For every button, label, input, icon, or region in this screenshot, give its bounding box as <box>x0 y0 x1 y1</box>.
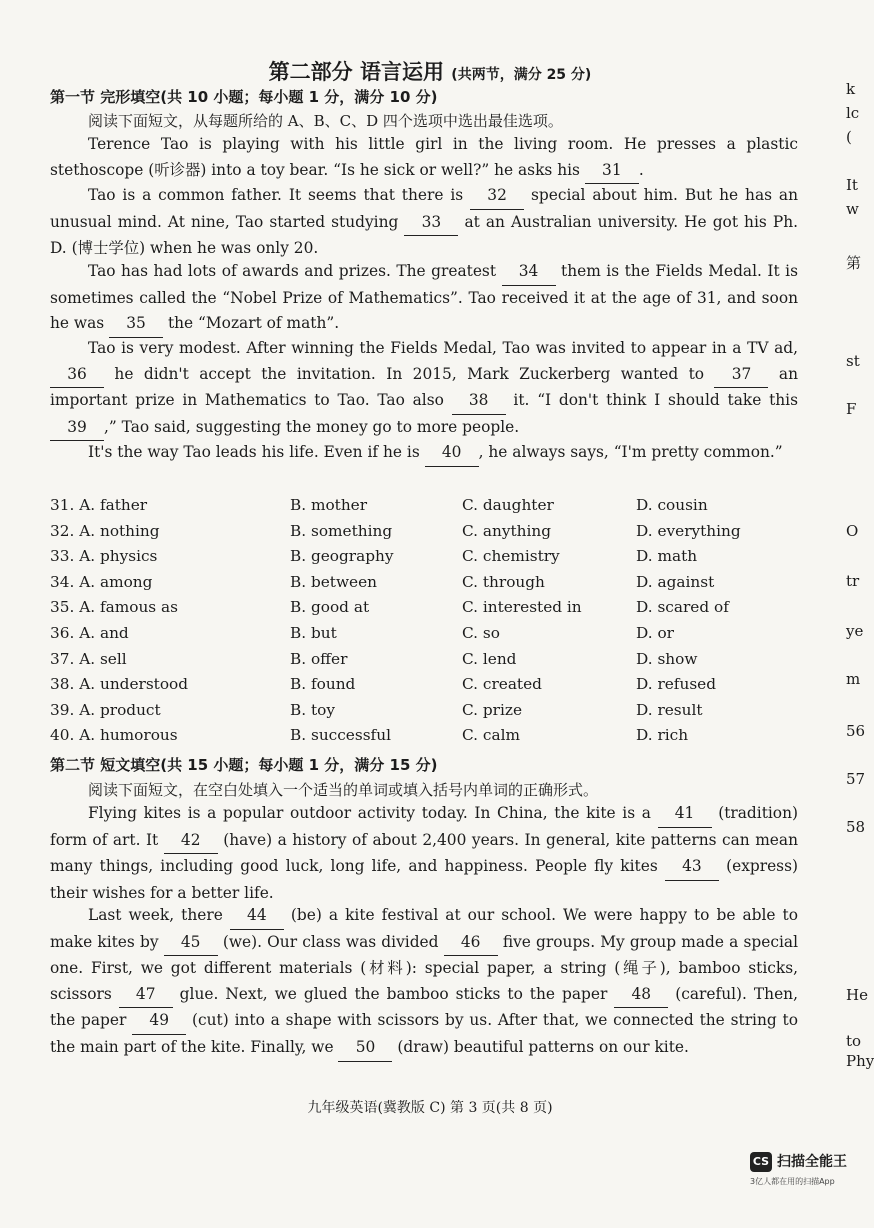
option-choice[interactable]: D. show <box>636 649 698 668</box>
edge-text-fragment: w <box>846 200 859 218</box>
edge-text-fragment: 57 <box>846 770 866 788</box>
option-choice[interactable]: C. through <box>462 572 545 591</box>
edge-text-fragment: tr <box>846 572 860 590</box>
edge-text-fragment: to <box>846 1032 862 1050</box>
fill-paragraph: Flying kites is a popular outdoor activity today. In China, the kite is a 41 (tradition) form of art. It 42 (have) a history of about 2,400 years. In general, kite patterns can mean many things, including good luck, long life, and happiness. People fly kites 43 (express) their wishes for a better life. <box>50 801 798 906</box>
option-choice[interactable]: B. good at <box>290 598 370 617</box>
blank-48[interactable]: 48 <box>614 982 668 1009</box>
edge-text-fragment: lc <box>846 104 860 122</box>
cloze-paragraph: Tao is a common father. It seems that there is 32 special about him. But he has an unusual mind. At nine, Tao started studying 33 at an Australian university. He got his Ph. D. (博士学位) when he was only 20. <box>50 183 798 262</box>
blank-47[interactable]: 47 <box>119 982 173 1009</box>
option-row <box>50 493 810 519</box>
blank-39[interactable]: 39 <box>50 415 104 442</box>
option-choice[interactable]: B. mother <box>290 496 368 514</box>
edge-text-fragment: 58 <box>846 818 866 836</box>
edge-text-fragment: Phy <box>846 1052 874 1070</box>
cloze-paragraph: It's the way Tao leads his life. Even if he is 40 , he always says, “I'm pretty common.” <box>50 440 798 467</box>
option-choice[interactable]: B. geography <box>290 547 394 566</box>
edge-text-fragment: F <box>846 400 857 418</box>
option-choice[interactable]: B. offer <box>290 649 348 668</box>
edge-text-fragment: He <box>846 986 868 1004</box>
section1-heading: 第一节 完形填空(共 10 小题；每小题 1 分，满分 10 分) <box>50 88 438 106</box>
option-choice[interactable]: B. found <box>290 675 356 694</box>
blank-32[interactable]: 32 <box>470 183 524 210</box>
option-choice[interactable]: C. daughter <box>462 496 554 514</box>
cloze-paragraph: Terence Tao is playing with his little girl in the living room. He presses a plastic stethoscope (听诊器) into a toy bear. “Is he sick or well?” he asks his 31 . <box>50 132 798 184</box>
option-choice[interactable]: D. refused <box>636 675 717 694</box>
edge-text-fragment: 第 <box>846 254 862 272</box>
option-choice[interactable]: D. math <box>636 547 698 566</box>
option-choice[interactable]: C. anything <box>462 521 552 540</box>
section2-instruction: 阅读下面短文，在空白处填入一个适当的单词或填入括号内单词的正确形式。 <box>88 781 599 799</box>
edge-text-fragment: st <box>846 352 860 370</box>
blank-35[interactable]: 35 <box>109 311 163 338</box>
edge-text-fragment: m <box>846 670 861 688</box>
edge-text-fragment: O <box>846 522 859 540</box>
edge-text-fragment: It <box>846 176 858 194</box>
option-choice[interactable]: D. rich <box>636 726 689 745</box>
option-choice[interactable]: C. lend <box>462 649 517 668</box>
blank-34[interactable]: 34 <box>502 259 556 286</box>
option-choice[interactable]: D. cousin <box>636 496 708 514</box>
cs-logo-icon: CS <box>750 1152 772 1172</box>
section2-heading: 第二节 短文填空(共 15 小题；每小题 1 分，满分 15 分) <box>50 756 438 774</box>
option-choice[interactable]: D. or <box>636 623 674 642</box>
option-row <box>50 723 810 749</box>
option-choice[interactable]: C. so <box>462 623 500 642</box>
blank-41[interactable]: 41 <box>658 801 712 828</box>
cloze-paragraph: Tao is very modest. After winning the Fields Medal, Tao was invited to appear in a TV ad, 36 he didn't accept the invitation. In 2015, Mark Zuckerberg wanted to 37 an important prize in Mathematics to Tao. Tao also 38 it. “I don't think I should take this 39 ,” Tao said, suggesting the money go to more people. <box>50 336 798 441</box>
option-row <box>50 595 810 621</box>
blank-50[interactable]: 50 <box>338 1035 392 1062</box>
blank-42[interactable]: 42 <box>164 828 218 855</box>
option-choice[interactable]: C. created <box>462 675 542 694</box>
scanner-app-logo <box>750 1152 865 1192</box>
option-choice[interactable]: C. calm <box>462 726 520 745</box>
option-choice[interactable]: D. everything <box>636 521 741 540</box>
page-footer: 九年级英语(冀教版 C) 第 3 页(共 8 页) <box>307 1100 553 1116</box>
blank-44[interactable]: 44 <box>230 903 284 930</box>
blank-43[interactable]: 43 <box>665 854 719 881</box>
blank-37[interactable]: 37 <box>714 362 768 389</box>
option-choice[interactable]: C. interested in <box>462 598 582 617</box>
option-choice[interactable]: C. prize <box>462 700 522 719</box>
option-choice[interactable]: 39. A. product <box>50 700 161 719</box>
option-row <box>50 621 810 647</box>
option-choice[interactable]: C. chemistry <box>462 547 560 566</box>
option-choice[interactable]: D. scared of <box>636 598 729 617</box>
option-row <box>50 519 810 545</box>
option-choice[interactable]: B. something <box>290 521 393 540</box>
option-choice[interactable]: 32. A. nothing <box>50 521 160 540</box>
fill-paragraph: Last week, there 44 (be) a kite festival at our school. We were happy to be able to make kites by 45 (we). Our class was divided 46 five groups. My group made a special one. First, we got different materials (材料): special paper, a string (绳子), bamboo sticks, scissors 47 glue. Next, we glued the bamboo sticks to the paper 48 (careful). Then, the paper 49 (cut) into a shape with scissors by us. After that, we connected the string to the main part of the kite. Finally, we 50 (draw) beautiful patterns on our kite. <box>50 903 798 1062</box>
option-choice[interactable]: B. between <box>290 572 378 591</box>
option-choice[interactable]: 33. A. physics <box>50 547 158 566</box>
option-row <box>50 570 810 596</box>
option-choice[interactable]: 36. A. and <box>50 623 129 642</box>
app-tagline: 3亿人都在用的扫描App <box>750 1177 835 1186</box>
option-choice[interactable]: 38. A. understood <box>50 675 189 694</box>
part-title: 第二部分 语言运用 (共两节，满分 25 分) <box>268 60 592 84</box>
option-choice[interactable]: 37. A. sell <box>50 649 127 668</box>
part-subtitle: (共两节，满分 25 分) <box>451 67 592 83</box>
edge-text-fragment: ye <box>846 622 864 640</box>
option-choice[interactable]: 34. A. among <box>50 572 153 591</box>
option-choice[interactable]: B. toy <box>290 700 335 719</box>
option-row <box>50 672 810 698</box>
option-choice[interactable]: B. successful <box>290 726 391 745</box>
option-choice[interactable]: 31. A. father <box>50 496 148 514</box>
cloze-paragraph: Tao has had lots of awards and prizes. The greatest 34 them is the Fields Medal. It is sometimes called the “Nobel Prize of Mathematics”. Tao received it at the age of 31, and soon he was 35 the “Mozart of math”. <box>50 259 798 338</box>
edge-text-fragment: ( <box>846 128 852 146</box>
edge-text-fragment: 56 <box>846 722 866 740</box>
blank-38[interactable]: 38 <box>452 388 506 415</box>
option-row <box>50 647 810 673</box>
blank-36[interactable]: 36 <box>50 362 104 389</box>
app-name: 扫描全能王 <box>777 1154 847 1170</box>
blank-46[interactable]: 46 <box>444 930 498 957</box>
blank-31[interactable]: 31 <box>585 158 639 185</box>
option-choice[interactable]: 35. A. famous as <box>50 598 178 617</box>
section1-instruction: 阅读下面短文，从每题所给的 A、B、C、D 四个选项中选出最佳选项。 <box>88 112 563 130</box>
section1-options <box>50 493 810 749</box>
option-choice[interactable]: D. against <box>636 572 715 591</box>
edge-text-fragment: k <box>846 80 856 98</box>
option-row <box>50 544 810 570</box>
blank-33[interactable]: 33 <box>404 210 458 237</box>
option-choice[interactable]: B. but <box>290 623 337 642</box>
blank-40[interactable]: 40 <box>425 440 479 467</box>
option-choice[interactable]: 40. A. humorous <box>50 726 178 745</box>
option-choice[interactable]: D. result <box>636 700 703 719</box>
blank-49[interactable]: 49 <box>132 1008 186 1035</box>
blank-45[interactable]: 45 <box>164 930 218 957</box>
option-row <box>50 698 810 724</box>
